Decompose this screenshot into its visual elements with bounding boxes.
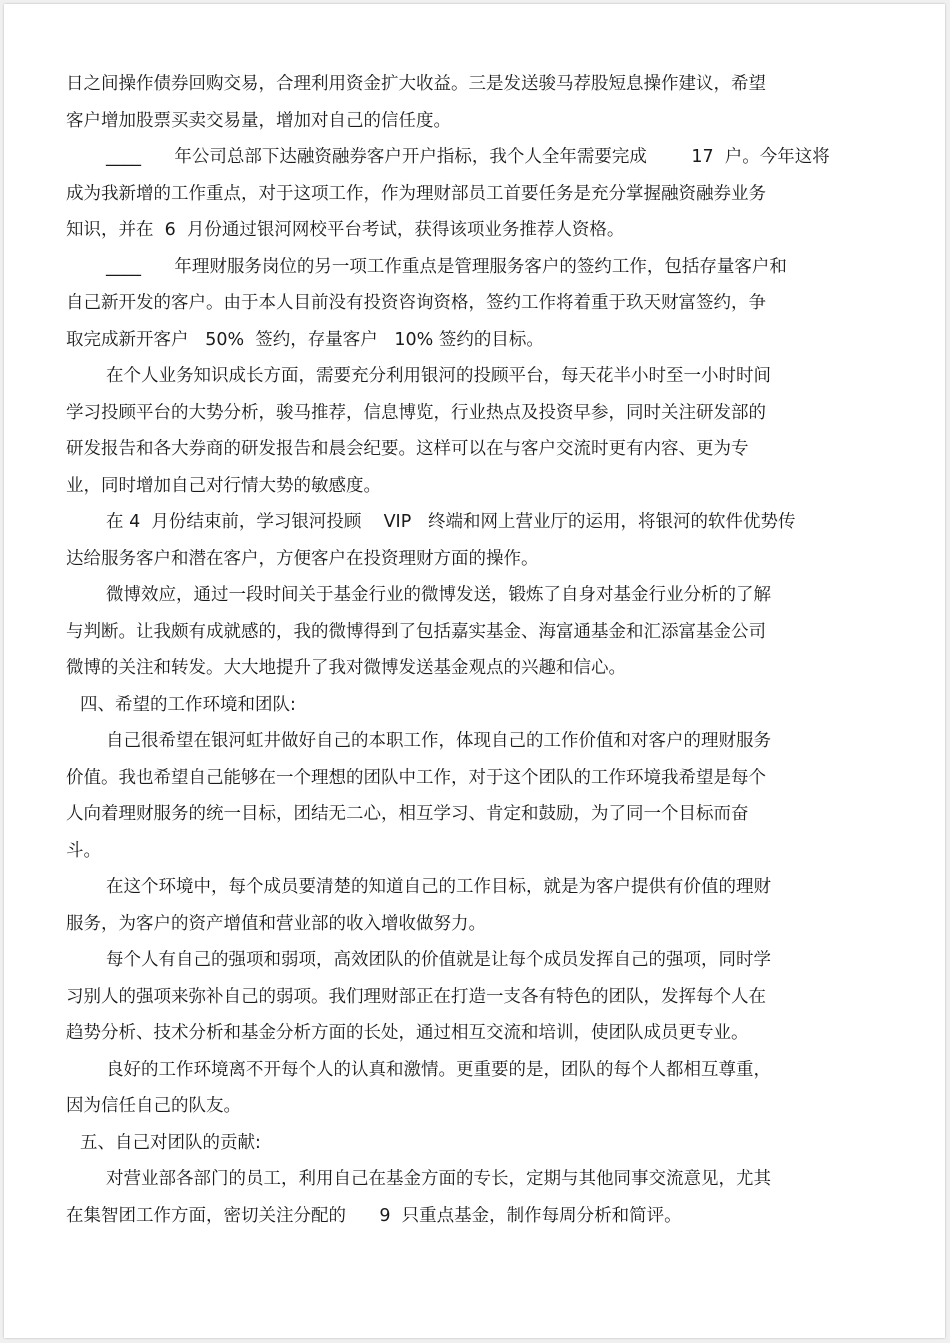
paragraph-line: 习别人的强项来弥补自己的弱项。我们理财部正在打造一支各有特色的团队，发挥每个人在 bbox=[66, 986, 766, 1007]
paragraph-line: 微博的关注和转发。大大地提升了我对微博发送基金观点的兴趣和信心。 bbox=[66, 658, 626, 678]
paragraph-line: 自己新开发的客户。由于本人目前没有投资咨询资格，签约工作将着重于玖天财富签约，争 bbox=[66, 293, 766, 313]
document-content bbox=[66, 66, 886, 1234]
paragraph-line: ____ 年公司总部下达融资融券客户开户指标，我个人全年需要完成 17 户。今年这将 bbox=[106, 147, 830, 167]
paragraph-line: 微博效应，通过一段时间关于基金行业的微博发送，锻炼了自身对基金行业分析的了解 bbox=[106, 585, 771, 605]
heading-text: 四、希望的工作环境和团队: bbox=[80, 694, 296, 715]
paragraph bbox=[66, 139, 886, 249]
paragraph-line: 斗。 bbox=[66, 840, 101, 861]
paragraph-line: 自己很希望在银河虹井做好自己的本职工作，体现自己的工作价值和对客户的理财服务 bbox=[106, 731, 771, 751]
paragraph bbox=[66, 249, 886, 359]
paragraph-line: 知识，并在 6 月份通过银河网校平台考试，获得该项业务推荐人资格。 bbox=[66, 220, 625, 240]
paragraph bbox=[66, 942, 886, 1052]
paragraph bbox=[66, 358, 886, 504]
section-heading bbox=[66, 1125, 886, 1162]
paragraph-line: 价值。我也希望自己能够在一个理想的团队中工作，对于这个团队的工作环境我希望是每个 bbox=[66, 767, 766, 788]
paragraph-line: 人向着理财服务的统一目标，团结无二心，相互学习、肯定和鼓励，为了同一个目标而奋 bbox=[66, 804, 749, 824]
paragraph bbox=[66, 723, 886, 869]
paragraph-line: 学习投顾平台的大势分析，骏马推荐，信息博览，行业热点及投资早参，同时关注研发部的 bbox=[66, 402, 766, 423]
paragraph bbox=[66, 66, 886, 139]
paragraph-line: 良好的工作环境离不开每个人的认真和激情。更重要的是，团队的每个人都相互尊重， bbox=[106, 1059, 771, 1080]
paragraph-line: 与判断。让我颇有成就感的，我的微博得到了包括嘉实基金、海富通基金和汇添富基金公司 bbox=[66, 621, 766, 642]
section-heading bbox=[66, 687, 886, 724]
paragraph-line: 在 4 月份结束前，学习银河投顾 VIP 终端和网上营业厅的运用，将银河的软件优势传 bbox=[106, 512, 796, 532]
paragraph-line: 因为信任自己的队友。 bbox=[66, 1096, 241, 1116]
paragraph-line: 对营业部各部门的员工，利用自己在基金方面的专长，定期与其他同事交流意见，尤其 bbox=[106, 1169, 771, 1189]
paragraph-line: ____ 年理财服务岗位的另一项工作重点是管理服务客户的签约工作，包括存量客户和 bbox=[106, 256, 787, 277]
paragraph-line: 在这个环境中，每个成员要清楚的知道自己的工作目标，就是为客户提供有价值的理财 bbox=[106, 877, 771, 897]
paragraph-line: 在个人业务知识成长方面，需要充分利用银河的投顾平台，每天花半小时至一小时时间 bbox=[106, 366, 771, 386]
heading-text: 五、自己对团队的贡献: bbox=[80, 1132, 261, 1153]
paragraph-line: 趋势分析、技术分析和基金分析方面的长处，通过相互交流和培训，使团队成员更专业。 bbox=[66, 1023, 749, 1043]
paragraph-line: 成为我新增的工作重点，对于这项工作，作为理财部员工首要任务是充分掌握融资融券业务 bbox=[66, 183, 766, 204]
paragraph bbox=[66, 869, 886, 942]
paragraph-line: 业，同时增加自己对行情大势的敏感度。 bbox=[66, 475, 381, 496]
paragraph-line: 在集智团工作方面，密切关注分配的 9 只重点基金，制作每周分析和简评。 bbox=[66, 1205, 682, 1226]
paragraph-line: 服务，为客户的资产增值和营业部的收入增收做努力。 bbox=[66, 913, 486, 934]
paragraph bbox=[66, 577, 886, 687]
paragraph-line: 日之间操作债券回购交易，合理利用资金扩大收益。三是发送骏马荐股短息操作建议，希望 bbox=[66, 74, 766, 94]
paragraph-line: 达给服务客户和潜在客户，方便客户在投资理财方面的操作。 bbox=[66, 548, 539, 569]
paragraph bbox=[66, 504, 886, 577]
paragraph bbox=[66, 1161, 886, 1234]
paragraph-line: 取完成新开客户 50% 签约，存量客户 10% 签约的目标。 bbox=[66, 329, 544, 350]
paragraph-line: 每个人有自己的强项和弱项，高效团队的价值就是让每个成员发挥自己的强项，同时学 bbox=[106, 950, 771, 970]
document-page bbox=[4, 4, 945, 1338]
paragraph-line: 客户增加股票买卖交易量，增加对自己的信任度。 bbox=[66, 110, 451, 131]
paragraph-line: 研发报告和各大券商的研发报告和晨会纪要。这样可以在与客户交流时更有内容、更为专 bbox=[66, 439, 749, 459]
paragraph bbox=[66, 1052, 886, 1125]
